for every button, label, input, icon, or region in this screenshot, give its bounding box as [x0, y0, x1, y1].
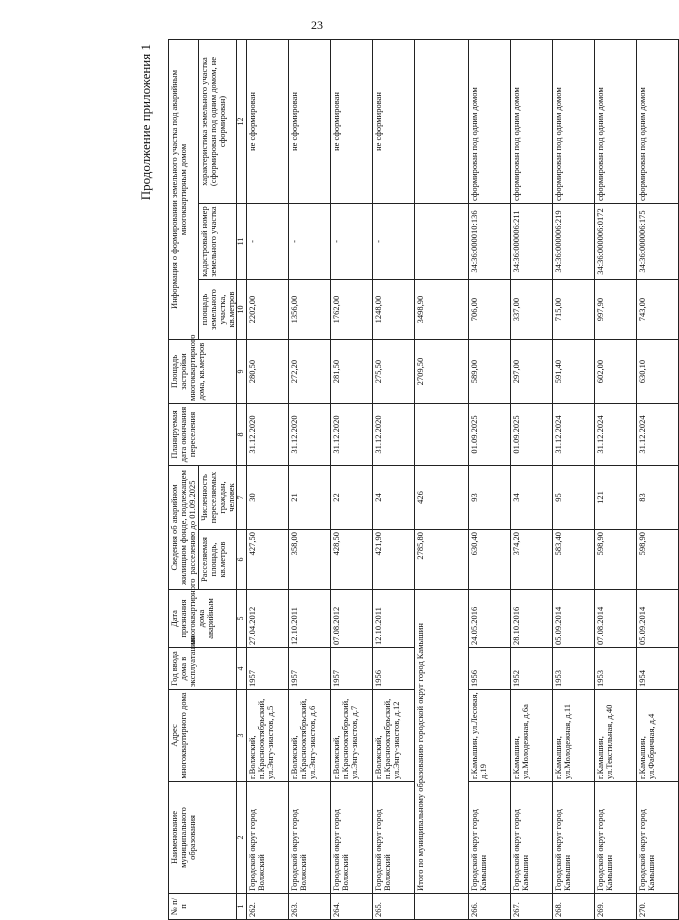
row-year-built: 1957	[331, 648, 373, 690]
row-resettled-area: 598,90	[637, 530, 679, 590]
row-municipality: Городской округ город Волжский	[247, 782, 289, 894]
row-resettled-area: 598,90	[595, 530, 637, 590]
row-built-area: 602,00	[595, 340, 637, 404]
row-recognition-date: 05.09.2014	[637, 590, 679, 648]
row-recognition-date: 12.10.2011	[289, 590, 331, 648]
row-resettled-people: 83	[637, 466, 679, 530]
row-address: г.Камышин, ул.Лесовая, д.19	[469, 690, 511, 782]
row-recognition-date: 28.10.2016	[511, 590, 553, 648]
row-municipality: Городской округ город Камышин	[637, 782, 679, 894]
row-land-status: сформирован под одним домом	[511, 39, 553, 203]
total-label: Итого по муниципальному образованию городской округ город Камышин	[415, 590, 469, 894]
row-municipality: Городской округ город Камышин	[595, 782, 637, 894]
row-cadastral: -	[373, 204, 415, 280]
row-resettled-area: 421,90	[373, 530, 415, 590]
row-planned-end: 31.12.2020	[289, 404, 331, 466]
row-cadastral: -	[289, 204, 331, 280]
row-number: 263.	[289, 894, 331, 920]
column-number: 10	[237, 280, 247, 340]
header-year-built: Год ввода дома в эксплуатацию	[169, 648, 237, 690]
row-resettled-area: 630,40	[469, 530, 511, 590]
header-land-status: характеристика земельного участка (сформирован под одним домом, не сформирован)	[198, 39, 237, 203]
total-land-area: 3498,90	[415, 280, 469, 340]
row-planned-end: 31.12.2024	[637, 404, 679, 466]
row-land-area: 715,00	[553, 280, 595, 340]
row-number: 268.	[553, 894, 595, 920]
row-resettled-people: 21	[289, 466, 331, 530]
row-cadastral: 34:36:000006:219	[553, 204, 595, 280]
row-built-area: 275,50	[373, 340, 415, 404]
row-resettled-area: 427,50	[247, 530, 289, 590]
row-planned-end: 31.12.2020	[247, 404, 289, 466]
row-year-built: 1956	[469, 648, 511, 690]
row-number: 269.	[595, 894, 637, 920]
row-resettled-people: 22	[331, 466, 373, 530]
table-row	[553, 39, 595, 919]
column-number: 7	[237, 466, 247, 530]
row-address: г.Волжский, п.Краснооктябрьский, ул.Энгу-зиастов, д.12	[373, 690, 415, 782]
row-built-area: 589,00	[469, 340, 511, 404]
row-number: 267.	[511, 894, 553, 920]
row-year-built: 1954	[637, 648, 679, 690]
row-built-area: 591,40	[553, 340, 595, 404]
row-land-status: не сформирован	[373, 39, 415, 203]
row-land-area: 2202,00	[247, 280, 289, 340]
row-recognition-date: 05.09.2014	[553, 590, 595, 648]
row-resettled-area: 374,20	[511, 530, 553, 590]
row-resettled-people: 93	[469, 466, 511, 530]
row-resettled-people: 121	[595, 466, 637, 530]
emergency-housing-table	[168, 39, 679, 920]
header-resettlement-group: Сведения об аварийном жилищном фонде, подлежащем расселению до 01.09.2025	[169, 466, 199, 590]
row-built-area: 297,00	[511, 340, 553, 404]
header-land-area: площадь земельного участка, кв.метров	[198, 280, 237, 340]
row-built-area: 280,50	[247, 340, 289, 404]
table-row	[469, 39, 511, 919]
row-year-built: 1957	[247, 648, 289, 690]
row-land-area: 1762,00	[331, 280, 373, 340]
row-built-area: 272,20	[289, 340, 331, 404]
row-address: г.Камышин, ул.Молодежная, д.6а	[511, 690, 553, 782]
row-number: 266.	[469, 894, 511, 920]
row-address: г.Волжский, п.Краснооктябрьский, ул.Энгу-зиастов, д.5	[247, 690, 289, 782]
column-number: 6	[237, 530, 247, 590]
column-number: 2	[237, 782, 247, 894]
row-resettled-people: 34	[511, 466, 553, 530]
column-number: 1	[237, 894, 247, 920]
table-row	[595, 39, 637, 919]
row-address: г.Камышин, ул.Молодежная, д.11	[553, 690, 595, 782]
header-resettled-area: Расселяемая площадь, кв.метров	[198, 530, 237, 590]
row-land-area: 337,00	[511, 280, 553, 340]
row-recognition-date: 07.08.2012	[331, 590, 373, 648]
header-recognition-date: Дата признания многоквартирного дома аварийным	[169, 590, 237, 648]
row-address: г.Камышин, ул.Текстильная, д.40	[595, 690, 637, 782]
table-row	[289, 39, 331, 919]
header-land-group: Информация о формировании земельного участка под аварийным многоквартирным домом	[169, 39, 199, 339]
row-land-area: 1248,00	[373, 280, 415, 340]
row-recognition-date: 24.05.2016	[469, 590, 511, 648]
row-municipality: Городской округ город Камышин	[553, 782, 595, 894]
header-num: № п/п	[169, 894, 237, 920]
column-number: 4	[237, 648, 247, 690]
row-cadastral: 34:36:000006:0172	[595, 204, 637, 280]
header-municipality: Наименование муниципального образования	[169, 782, 237, 894]
row-planned-end: 01.09.2025	[469, 404, 511, 466]
row-land-status: сформирован под одним домом	[469, 39, 511, 203]
header-resettled-people: Численность переселяемых граждан, человек	[198, 466, 237, 530]
total-built-area: 2709,50	[415, 340, 469, 404]
row-land-area: 743,00	[637, 280, 679, 340]
row-address: г.Волжский, п.Краснооктябрьский, ул.Энгу-зиастов, д.7	[331, 690, 373, 782]
row-resettled-people: 95	[553, 466, 595, 530]
row-land-status: сформирован под одним домом	[637, 39, 679, 203]
row-municipality: Городской округ город Камышин	[511, 782, 553, 894]
column-number: 3	[237, 690, 247, 782]
total-row	[415, 39, 469, 919]
row-resettled-area: 428,50	[331, 530, 373, 590]
row-land-area: 997,90	[595, 280, 637, 340]
header-cadastral: кадастровый номер земельного участка	[198, 204, 237, 280]
row-year-built: 1952	[511, 648, 553, 690]
table-row	[331, 39, 373, 919]
row-planned-end: 31.12.2024	[595, 404, 637, 466]
row-year-built: 1953	[553, 648, 595, 690]
row-municipality: Городской округ город Волжский	[373, 782, 415, 894]
row-land-status: не сформирован	[331, 39, 373, 203]
rotated-table-block	[138, 40, 657, 920]
row-municipality: Городской округ город Камышин	[469, 782, 511, 894]
header-address: Адрес многоквартирного дома	[169, 690, 237, 782]
row-land-status: не сформирован	[247, 39, 289, 203]
row-built-area: 281,50	[331, 340, 373, 404]
row-number: 270.	[637, 894, 679, 920]
table-row	[373, 39, 415, 919]
row-planned-end: 31.12.2020	[373, 404, 415, 466]
row-land-area: 1356,00	[289, 280, 331, 340]
row-recognition-date: 12.10.2011	[373, 590, 415, 648]
row-cadastral: -	[331, 204, 373, 280]
row-municipality: Городской округ город Волжский	[331, 782, 373, 894]
header-built-area: Площадь застройки многоквартирного дома, кв.метров	[169, 340, 237, 404]
column-number: 8	[237, 404, 247, 466]
row-resettled-area: 583,40	[553, 530, 595, 590]
column-number: 11	[237, 204, 247, 280]
row-address: г.Волжский, п.Краснооктябрьский, ул.Энгу-зиастов, д.6	[289, 690, 331, 782]
column-number: 5	[237, 590, 247, 648]
row-recognition-date: 27.04.2012	[247, 590, 289, 648]
total-resettled-people: 426	[415, 466, 469, 530]
row-planned-end: 31.12.2020	[331, 404, 373, 466]
row-cadastral: 34:36:000010:136	[469, 204, 511, 280]
header-planned-end: Планируемая дата окончания переселения	[169, 404, 237, 466]
continuation-title: Продолжение приложения 1	[138, 44, 153, 201]
row-land-status: сформирован под одним домом	[553, 39, 595, 203]
row-planned-end: 31.12.2024	[553, 404, 595, 466]
row-year-built: 1957	[289, 648, 331, 690]
row-land-status: не сформирован	[289, 39, 331, 203]
page-number: 23	[311, 18, 323, 32]
row-year-built: 1956	[373, 648, 415, 690]
row-built-area: 630,10	[637, 340, 679, 404]
row-cadastral: -	[247, 204, 289, 280]
row-recognition-date: 07.08.2014	[595, 590, 637, 648]
row-resettled-people: 24	[373, 466, 415, 530]
row-land-status: сформирован под одним домом	[595, 39, 637, 203]
column-number: 9	[237, 340, 247, 404]
row-land-area: 706,00	[469, 280, 511, 340]
row-cadastral: 34:36:000006:175	[637, 204, 679, 280]
table-row	[637, 39, 679, 919]
row-cadastral: 34:36:000006:211	[511, 204, 553, 280]
table-row	[511, 39, 553, 919]
row-number: 264.	[331, 894, 373, 920]
column-number: 12	[237, 39, 247, 203]
row-resettled-people: 30	[247, 466, 289, 530]
total-resettled-area: 2785,80	[415, 530, 469, 590]
row-number: 265.	[373, 894, 415, 920]
row-municipality: Городской округ город Волжский	[289, 782, 331, 894]
row-year-built: 1953	[595, 648, 637, 690]
row-address: г.Камышин, ул.Фабричная, д.4	[637, 690, 679, 782]
row-resettled-area: 358,00	[289, 530, 331, 590]
row-number: 262.	[247, 894, 289, 920]
table-row	[247, 39, 289, 919]
row-planned-end: 01.09.2025	[511, 404, 553, 466]
